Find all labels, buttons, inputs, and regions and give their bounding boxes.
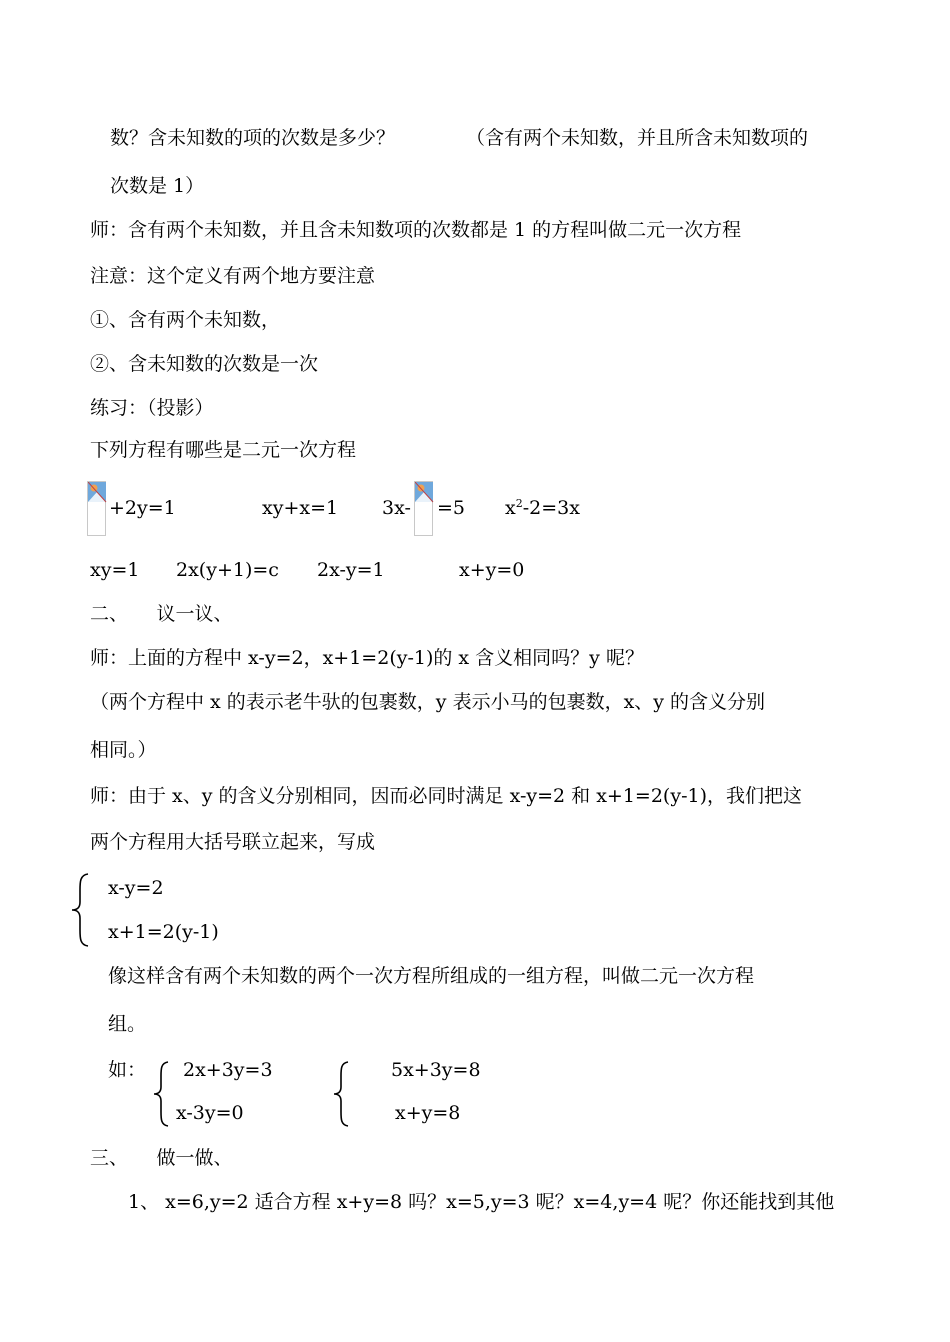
text-line: 练习：（投影）: [90, 397, 214, 419]
text-line: 注意：这个定义有两个地方要注意: [90, 265, 376, 287]
equation-base: x: [505, 497, 516, 519]
text-line: 次数是 1）: [110, 175, 205, 197]
text-line: 像这样含有两个未知数的两个一次方程所组成的一组方程，叫做二元一次方程: [108, 965, 755, 987]
text-line: 师：含有两个未知数，并且含未知数项的次数都是 1 的方程叫做二元一次方程: [90, 219, 742, 241]
broken-image-icon: [414, 481, 433, 536]
equation: 2x(y+1)=c: [176, 559, 279, 581]
example-label: 如：: [108, 1059, 147, 1081]
equation: +2y=1: [109, 497, 176, 519]
text-line: 相同。）: [90, 739, 157, 761]
text-line: 组。: [108, 1013, 147, 1035]
text-line: 数？含未知数的项的次数是多少？: [110, 127, 396, 149]
section-heading: 三、 做一做、: [90, 1147, 233, 1169]
text-line: 师：上面的方程中 x-y=2，x+1=2(y-1)的 x 含义相同吗？y 呢？: [90, 647, 644, 669]
equation: x-y=2: [108, 877, 164, 899]
text-line: （含有两个未知数，并且所含未知数项的: [466, 127, 809, 149]
left-brace: [150, 1060, 172, 1128]
equation: x+y=8: [395, 1102, 461, 1124]
equation: 5x+3y=8: [391, 1059, 481, 1081]
equation: xy+x=1: [262, 497, 339, 519]
equation: 3x-: [382, 497, 411, 519]
text-line: ②、含未知数的次数是一次: [90, 353, 319, 375]
section-heading: 二、 议一议、: [90, 603, 233, 625]
equation: 2x+3y=3: [183, 1059, 273, 1081]
equation: 2x-y=1: [317, 559, 385, 581]
equation: x+1=2(y-1): [108, 921, 219, 943]
text-line: 两个方程用大括号联立起来，写成: [90, 831, 376, 853]
left-brace: [68, 872, 92, 948]
text-line: ①、含有两个未知数，: [90, 309, 281, 331]
equation: x-3y=0: [176, 1102, 244, 1124]
exponent: 2: [515, 497, 523, 510]
equation: xy=1: [90, 559, 140, 581]
equation: [505, 496, 580, 520]
text-line: 师：由于 x、y 的含义分别相同，因而必同时满足 x-y=2 和 x+1=2(y-1)，我们把这: [90, 785, 802, 807]
equation: x+y=0: [459, 559, 525, 581]
text-line: 下列方程有哪些是二元一次方程: [90, 439, 357, 461]
equation: =5: [437, 497, 466, 519]
text-line: 1、 x=6,y=2 适合方程 x+y=8 吗？x=5,y=3 呢？x=4,y=4 呢？你还能找到其他: [128, 1191, 835, 1213]
broken-image-icon: [87, 481, 106, 536]
equation-rest: -2=3x: [522, 497, 580, 519]
text-line: （两个方程中 x 的表示老牛驮的包裹数，y 表示小马的包裹数，x、y 的含义分别: [90, 691, 766, 713]
left-brace: [330, 1060, 352, 1128]
